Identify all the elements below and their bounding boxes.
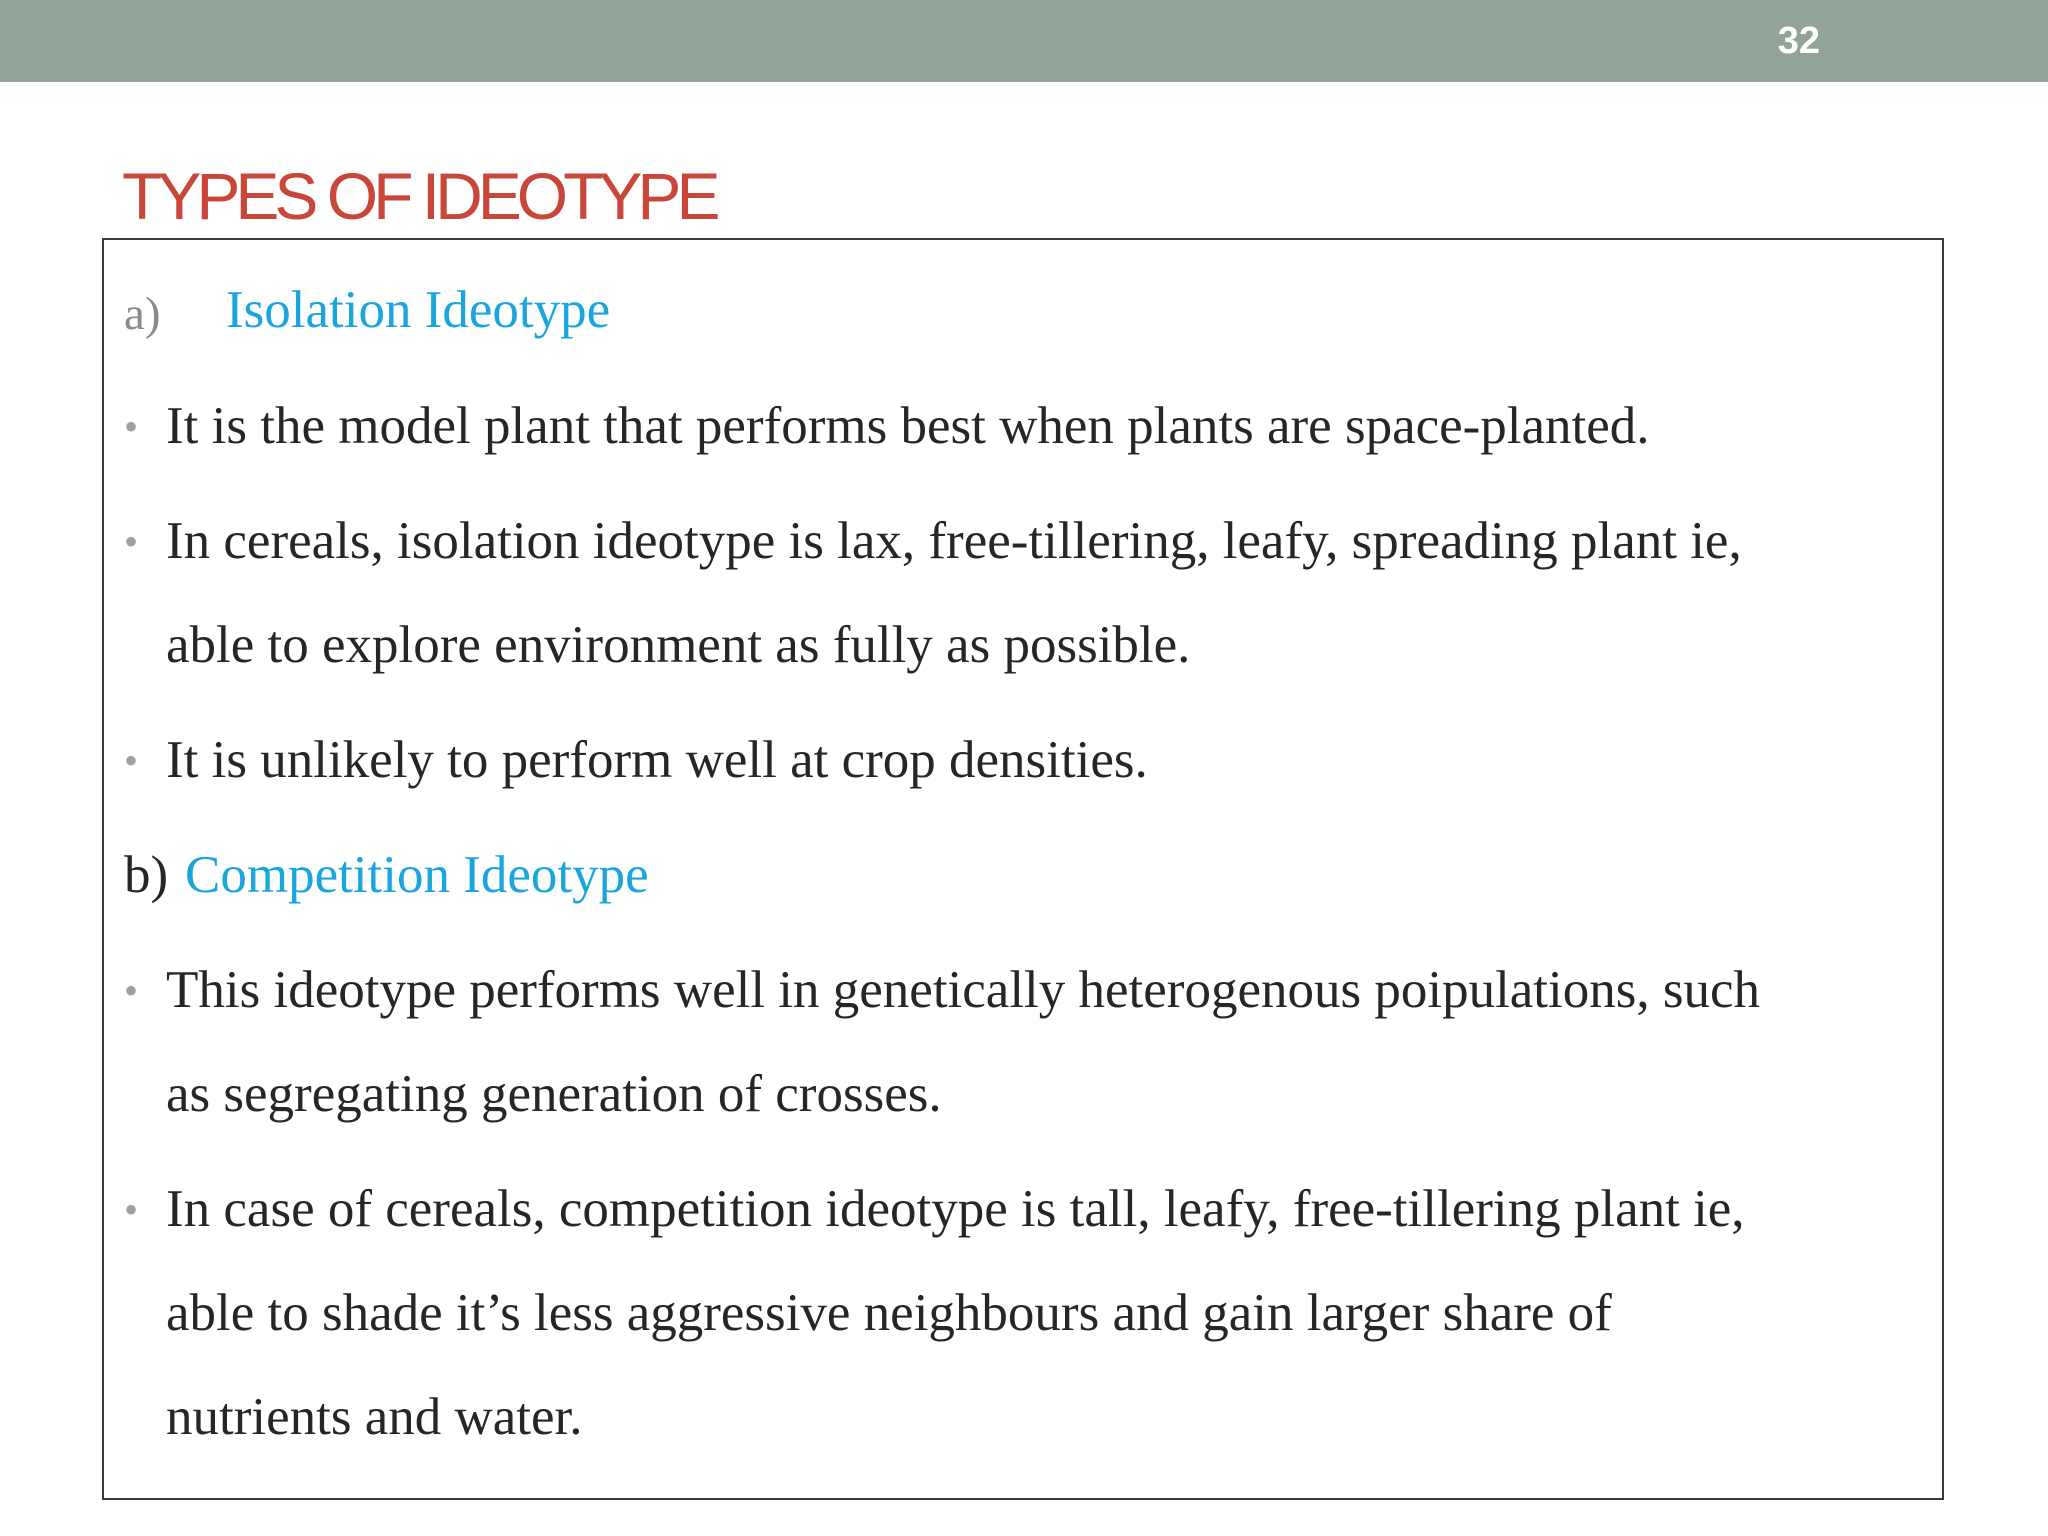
slide-title: TYPES OF IDEOTYPE (122, 159, 716, 233)
bullet-line: It is unlikely to perform well at crop densities. (166, 731, 1148, 789)
bullet-line: It is the model plant that performs best when plants are space-planted. (166, 397, 1650, 455)
top-bar (0, 0, 2048, 82)
bullet-line: This ideotype performs well in genetically heterogenous poipulations, such (166, 961, 1761, 1019)
bullet-line: as segregating generation of crosses. (166, 1065, 942, 1123)
content-box (102, 238, 1944, 1500)
bullet-line: In case of cereals, competition ideotype is tall, leafy, free-tillering plant ie, (166, 1180, 1745, 1238)
slide-number: 32 (1777, 20, 1820, 62)
bullet-dot: • (124, 738, 139, 783)
bullet-dot: • (124, 404, 139, 449)
section-a-heading: Isolation Ideotype (226, 281, 611, 339)
bullet-line: able to explore environment as fully as possible. (166, 616, 1191, 674)
bullet-line: nutrients and water. (166, 1388, 583, 1446)
bullet-dot: • (124, 1187, 139, 1232)
bullet-dot: • (124, 519, 139, 564)
bullet-line: In cereals, isolation ideotype is lax, free-tillering, leafy, spreading plant ie, (166, 512, 1742, 570)
bullet-dot: • (124, 968, 139, 1013)
section-b-heading: Competition Ideotype (185, 846, 649, 904)
bullet-line: able to shade it’s less aggressive neighbours and gain larger share of (166, 1284, 1612, 1342)
section-a-marker: a) (124, 288, 161, 340)
section-b-marker: b) (124, 846, 169, 904)
